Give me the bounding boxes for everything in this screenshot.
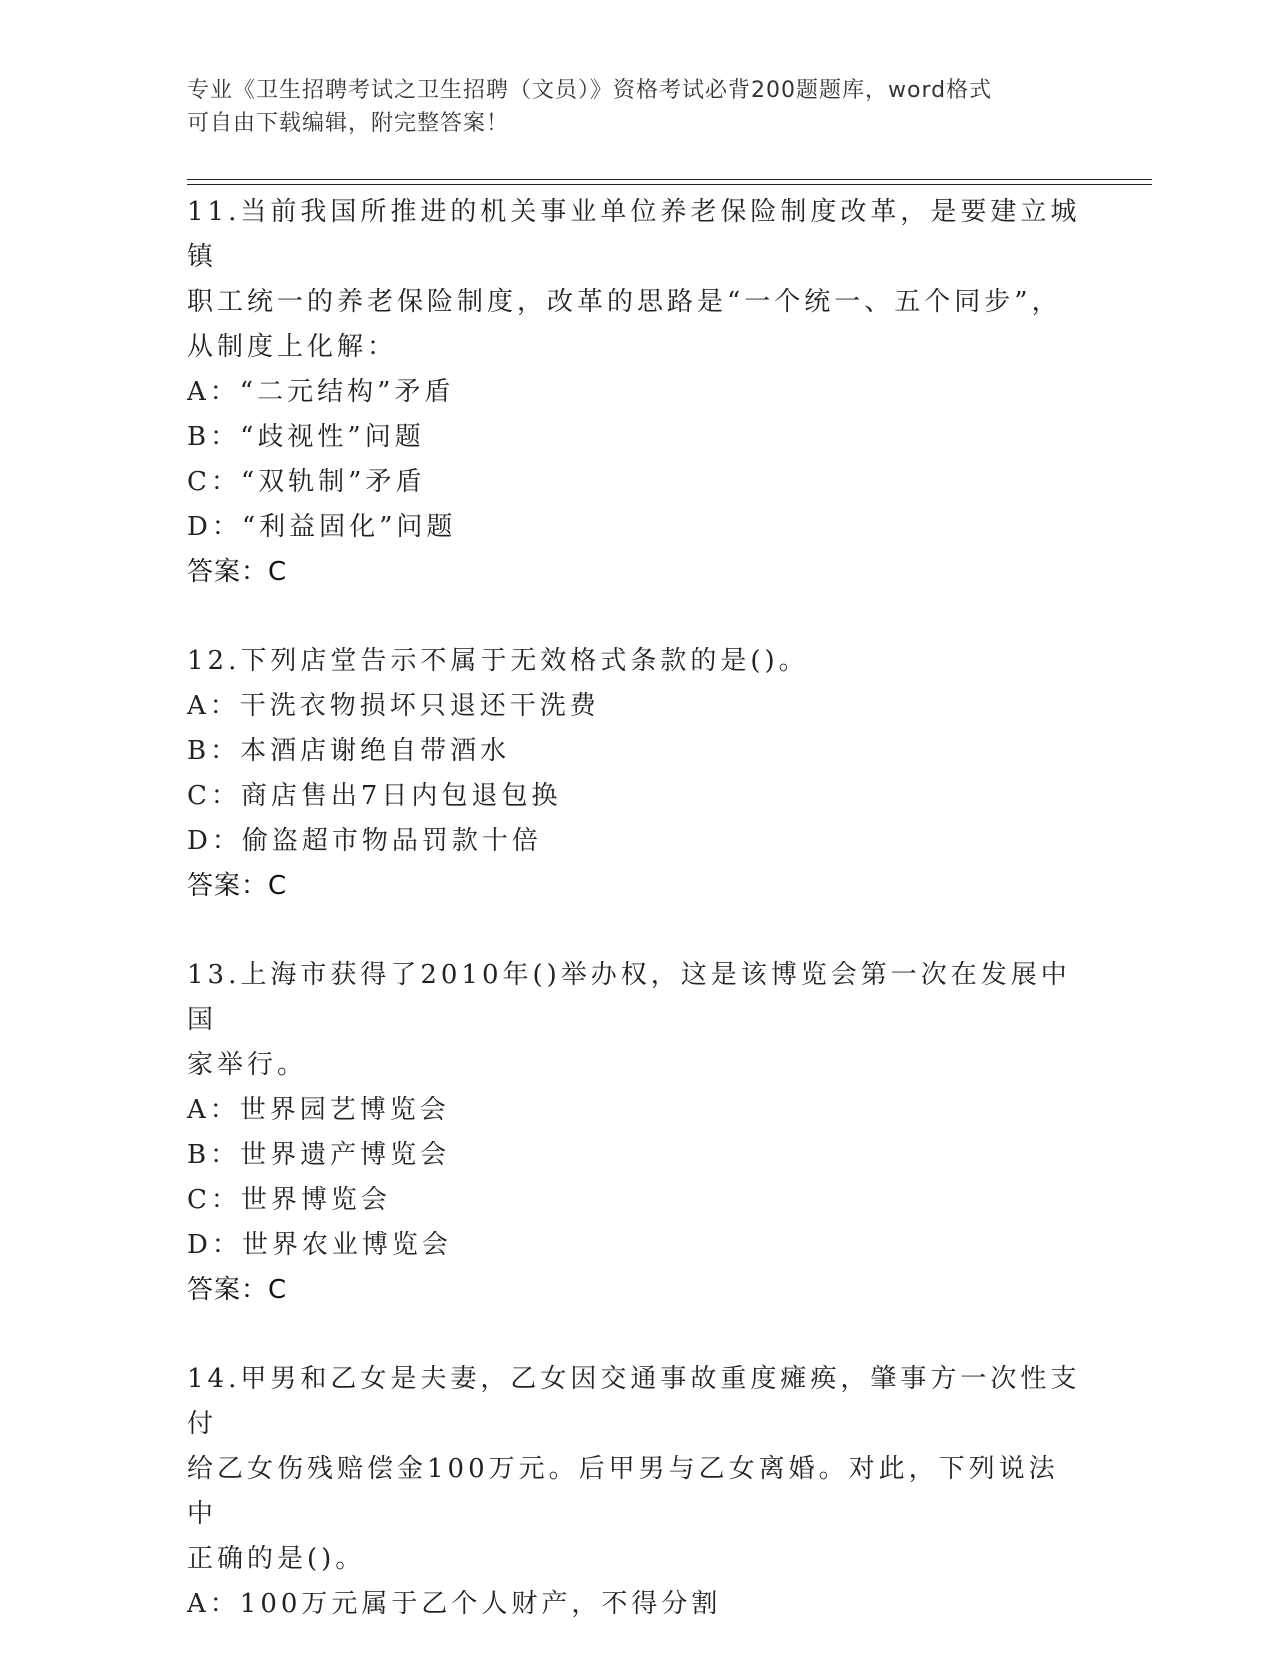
- option-c: C：“双轨制”矛盾: [187, 467, 426, 497]
- option-a: A：干洗衣物损坏只退还干洗费: [187, 691, 600, 721]
- option-a: A：100万元属于乙个人财产，不得分割: [187, 1589, 722, 1619]
- question-text-line: 14.甲男和乙女是夫妻，乙女因交通事故重度瘫痪，肇事方一次性支付: [187, 1364, 1081, 1439]
- option-c: C：世界博览会: [187, 1185, 391, 1215]
- question-text-line: 从制度上化解：: [187, 332, 398, 362]
- question-text-line: 职工统一的养老保险制度，改革的思路是“一个统一、五个同步”，: [187, 287, 1062, 317]
- document-header: [187, 74, 1067, 140]
- answer-line: 答案：C: [187, 557, 288, 587]
- question-14: [187, 1357, 1087, 1627]
- option-b: B：本酒店谢绝自带酒水: [187, 736, 511, 766]
- option-c: C：商店售出7日内包退包换: [187, 781, 562, 811]
- question-text-line: 家举行。: [187, 1050, 308, 1080]
- question-text-line: 13.上海市获得了2010年()举办权，这是该博览会第一次在发展中国: [187, 960, 1071, 1035]
- option-b: B：世界遗产博览会: [187, 1140, 451, 1170]
- question-text-line: 给乙女伤残赔偿金100万元。后甲男与乙女离婚。对此，下列说法中: [187, 1454, 1059, 1529]
- header-divider-top: [187, 179, 1152, 180]
- question-list: [187, 190, 1087, 1671]
- answer-line: 答案：C: [187, 871, 288, 901]
- option-a: A：“二元结构”矛盾: [187, 377, 455, 407]
- question-13: [187, 953, 1087, 1313]
- option-a: A：世界园艺博览会: [187, 1095, 450, 1125]
- header-divider-bottom: [187, 184, 1152, 185]
- header-line-1: 专业《卫生招聘考试之卫生招聘（文员）》资格考试必背200题题库，word格式: [187, 78, 993, 103]
- option-d: D：世界农业博览会: [187, 1230, 452, 1260]
- option-b: B：“歧视性”问题: [187, 422, 425, 452]
- question-11: [187, 190, 1087, 595]
- question-text-line: 正确的是()。: [187, 1544, 366, 1574]
- header-line-2: 可自由下载编辑，附完整答案！: [187, 111, 510, 136]
- question-12: [187, 639, 1087, 909]
- answer-line: 答案：C: [187, 1275, 288, 1305]
- question-text-line: 11.当前我国所推进的机关事业单位养老保险制度改革，是要建立城镇: [187, 197, 1081, 272]
- option-d: D：偷盗超市物品罚款十倍: [187, 826, 542, 856]
- question-text-line: 12.下列店堂告示不属于无效格式条款的是()。: [187, 646, 809, 676]
- option-d: D：“利益固化”问题: [187, 512, 457, 542]
